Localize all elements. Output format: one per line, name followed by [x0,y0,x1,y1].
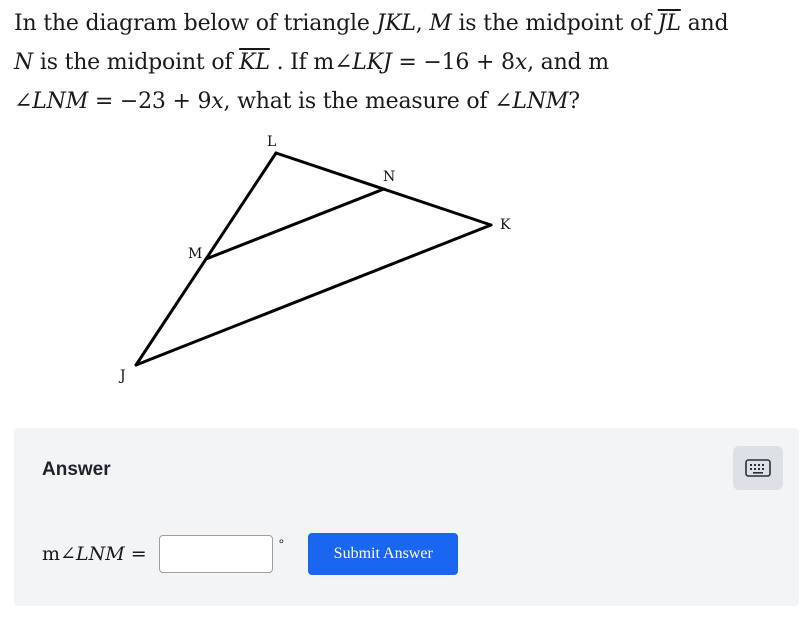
angle-lkj: ∠LKJ [334,50,392,75]
answer-label-equals: = [124,543,147,565]
angle-lnm: ∠LNM [14,89,89,114]
answer-input[interactable] [159,535,273,573]
expression-1: = −16 + 8 [391,50,515,75]
degree-symbol: ° [278,536,285,552]
keyboard-button[interactable] [733,446,783,490]
answer-label [42,543,147,565]
answer-label-angle: ∠LNM [60,543,125,565]
answer-panel [14,428,799,606]
answer-label-m: m [42,543,61,565]
question-text-part: is the midpoint of [33,50,240,75]
submit-answer-button[interactable]: Submit Answer [308,533,458,575]
question-text-part: , [415,11,430,36]
variable-x: x [514,50,528,75]
angle-lnm: ∠LNM [494,89,569,114]
answer-row [42,532,458,576]
triangle-diagram [100,128,540,393]
question-text-part: is the midpoint of [451,11,658,36]
question-text-part: and [680,11,729,36]
triangle-name: JKL [376,11,416,36]
point-n: N [14,50,34,75]
expression-2: = −23 + 9 [88,89,212,114]
question-text-part: , what is the measure of [223,89,495,114]
keyboard-icon [745,459,771,477]
question-text-part: ? [568,89,580,114]
segment-jl: $\overline{JL}$ [657,11,681,36]
label-k: K [500,217,511,233]
midsegment-mn [206,189,384,259]
question-text-part: . If m [269,50,335,75]
label-l: L [267,134,277,150]
label-m: M [188,246,203,262]
triangle-svg [100,128,540,393]
label-n: N [383,169,396,185]
label-j: J [120,368,126,384]
question-text [14,4,790,121]
segment-kl: $\overline{KL}$ [239,50,270,75]
point-m: M [429,11,452,36]
variable-x: x [211,89,224,114]
question-text-part: , and m [527,50,609,75]
question-text-part: In the diagram below of triangle [14,11,377,36]
answer-heading: Answer [42,459,111,480]
